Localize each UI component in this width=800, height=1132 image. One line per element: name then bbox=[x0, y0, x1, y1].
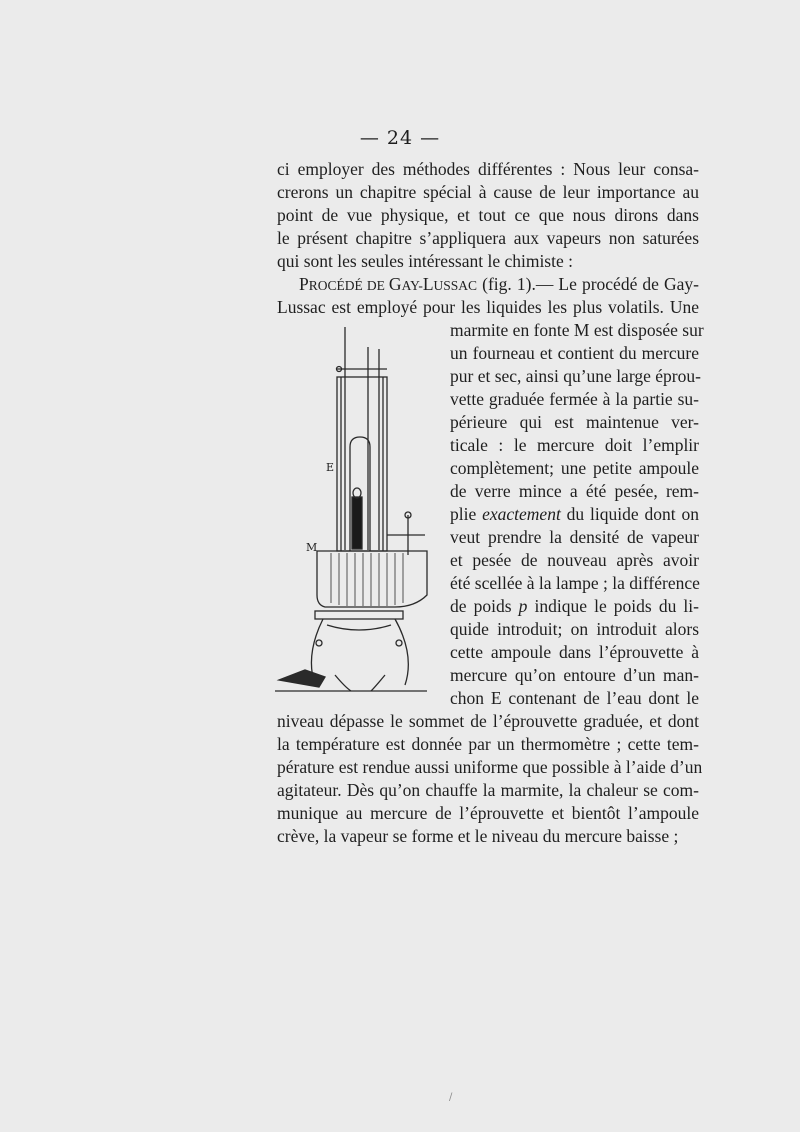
text-run: de poids bbox=[450, 596, 519, 616]
text-line: point de vue physique, et tout ce que nous dirons dans bbox=[277, 205, 699, 225]
text-line: pur et sec, ainsi qu’une large éprou- bbox=[450, 366, 701, 386]
heading-small: USSAC bbox=[433, 278, 478, 293]
apparatus-drawing bbox=[275, 325, 435, 700]
text-run: plie bbox=[450, 504, 483, 524]
text-line: veut prendre la densité de vapeur bbox=[450, 527, 699, 547]
page-number: — 24 — bbox=[359, 127, 441, 149]
text-run: du liquide dont on bbox=[560, 504, 699, 524]
text-line: quide introduit; on introduit alors bbox=[450, 619, 699, 639]
heading-cap: G bbox=[388, 274, 402, 294]
text-line: ticale : le mercure doit l’emplir bbox=[450, 435, 699, 455]
page-mark: / bbox=[449, 1092, 453, 1103]
label-M: M bbox=[306, 541, 318, 554]
italic-word: exactement bbox=[482, 504, 561, 524]
furnace-body bbox=[327, 625, 391, 630]
text-line: cette ampoule dans l’éprouvette à bbox=[450, 642, 699, 662]
text-line: et pesée de nouveau après avoir bbox=[450, 550, 699, 570]
furnace-handle bbox=[396, 640, 402, 646]
text-line: munique au mercure de l’éprouvette et bientôt l’ampoule bbox=[277, 803, 699, 823]
text-line: agitateur. Dès qu’on chauffe la marmite, la chaleur se com- bbox=[277, 780, 699, 800]
burner bbox=[279, 670, 325, 687]
text-line: marmite en fonte M est disposée sur bbox=[450, 320, 704, 340]
text-line: qui sont les seules intéressant le chimiste : bbox=[277, 251, 573, 271]
apparatus-figure bbox=[275, 325, 435, 700]
text-line: été scellée à la lampe ; la différence bbox=[450, 573, 700, 593]
text-line: le présent chapitre s’appliquera aux vapeurs non saturées bbox=[277, 228, 699, 248]
text-line: la température est donnée par un thermomètre ; cette tem- bbox=[277, 734, 699, 754]
text-line: chon E contenant de l’eau dont le bbox=[450, 688, 699, 708]
pot-M bbox=[317, 551, 427, 607]
heading-cap: L bbox=[422, 274, 434, 294]
italic-word: p bbox=[518, 596, 528, 616]
ampoule bbox=[352, 497, 362, 549]
wrapped-text bbox=[450, 319, 704, 710]
heading-tail: (fig. 1).— Le procédé de Gay- bbox=[477, 274, 700, 294]
label-E: E bbox=[326, 461, 335, 474]
text-line: Lussac est employé pour les liquides les plus volatils. Une bbox=[277, 297, 699, 317]
furnace-legs bbox=[311, 619, 408, 685]
heading-small: AY- bbox=[401, 278, 423, 293]
heading-small: ROCÉDÉ bbox=[308, 278, 367, 293]
text-line: complètement; une petite ampoule bbox=[450, 458, 699, 478]
text-line: pérature est rendue aussi uniforme que possible à l’aide d’un bbox=[277, 757, 703, 777]
text-line: ci employer des méthodes différentes : Nous leur consa- bbox=[277, 159, 699, 179]
text-line: crève, la vapeur se forme et le niveau du mercure baisse ; bbox=[277, 826, 679, 846]
text-line: de verre mince a été pesée, rem- bbox=[450, 481, 699, 501]
text-line: niveau dépasse le sommet de l’éprouvette graduée, et dont bbox=[277, 711, 699, 731]
text-line: périeure qui est maintenue ver- bbox=[450, 412, 699, 432]
section-heading-line bbox=[277, 273, 699, 296]
text-line bbox=[450, 503, 699, 526]
text-run: indique le poids du li- bbox=[527, 596, 699, 616]
base-feet bbox=[335, 675, 385, 691]
heading-small: DE bbox=[366, 278, 389, 293]
text-line bbox=[450, 595, 699, 618]
text-line: crerons un chapitre spécial à cause de leur importance au bbox=[277, 182, 699, 202]
text-line: vette graduée fermée à la partie su- bbox=[450, 389, 699, 409]
text-line: mercure qu’on entoure d’un man- bbox=[450, 665, 699, 685]
heading-cap: P bbox=[299, 274, 309, 294]
furnace-handle bbox=[316, 640, 322, 646]
furnace-rim bbox=[315, 611, 403, 619]
text-line: un fourneau et contient du mercure bbox=[450, 343, 699, 363]
